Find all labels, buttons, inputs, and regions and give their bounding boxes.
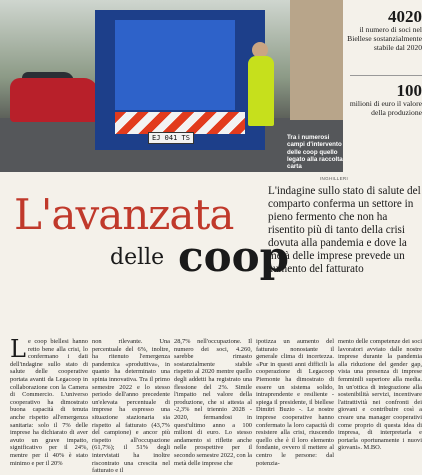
red-car [10, 78, 98, 122]
drop-cap: L [10, 335, 26, 363]
truck-bin [115, 20, 235, 110]
article-column [256, 338, 334, 467]
hazard-stripes [115, 112, 245, 134]
stat-divider [350, 75, 422, 76]
photo-credit: INGHILLERI [320, 176, 349, 181]
column-text: non rilevante. Una percentuale del 6%, inoltre, ha ritenuto l'emergenza pandemica «produttiva», in quanto ha determinato una spinta innovativa. Tra il primo semestre 2022 e lo stesso periodo dell'anno precedente un'elevata percentuale di imprese ha espresso una situazione stazionaria sia rispetto al fatturato (43,7% del campione) e ancor più rispetto all'occupazione (61,7%); il 51% degli intervistati ha inoltre riscontrato una crescita nel fatturato e il [92, 338, 170, 475]
standfirst: L'indagine sullo stato di salute del comparto conferma un settore in pieno fermento che non ha risentito più di tanto della crisi dovuta alla pandemia e dove la metà delle imprese prevede un aumento del fatturato [268, 185, 421, 275]
article-column [92, 338, 170, 475]
license-plate: EJ 041 TS [148, 132, 194, 144]
column-text: e coop biellesi hanno retto bene alla crisi, lo confermano i dati dell'indagine sullo stato di salute delle cooperative portata avanti da Legacoop in collaborazione con la Camera di Commercio. L'universo cooperativo ha dimostrato buona capacità di tenuta anche rispetto all'emergenza sanitaria: solo il 7% delle imprese ha dichiarato di aver avuto un grave impatto, significativo per il 24%, mentre per il 40% è stato minimo e per il 20% [10, 338, 88, 467]
article-body [6, 335, 422, 475]
stat-soci [346, 8, 422, 52]
stat-description: il numero di soci nel Biellese sostanzialmente stabile dal 2020 [347, 25, 422, 52]
stat-number: 4020 [388, 7, 422, 26]
worker-vest [248, 56, 274, 126]
stat-number: 100 [396, 81, 422, 100]
article-column [174, 338, 252, 467]
headline-line2-large: coop [178, 232, 289, 281]
column-text: ipotizza un aumento del fatturato nonostante il generale clima di incertezza. «Pur in questi anni difficili la cooperazione di Legacoop Piemonte ha dimostrato di essere un sistema solido, intraprendente e resiliente - spiega il presidente, il biellese Dimitri Buzio -. Le nostre imprese cooperative hanno confermato la loro capacità di resistere alla crisi, riuscendo quello che è il loro elemento fondante, ovvero il mettere al centro le persone: dal potenzia- [256, 338, 334, 467]
photo-caption: Tra i numerosi campi d'intervento delle coop quello legato alla raccolta carta [287, 134, 343, 171]
headline-line1: L'avanzata [14, 190, 234, 239]
column-text: 28,7% nell'occupazione. Il numero dei soci, 4.260, sarebbe rimasto sostanzialmente stabile rispetto al 2020 mentre quello degli addetti ha registrato una flessione del 2%. Simile l'impatto nel valore della produzione, che si attesta al -2,3% nel triennio 2028 - 2020, fermandosi in quest'ultimo anno a 100 milioni di euro. Lo stesso andamento si riflette anche nelle prospettive per il secondo semestre 2022, con la metà delle imprese che [174, 338, 252, 467]
main-photo [0, 0, 343, 172]
building [290, 0, 343, 120]
article-column [338, 338, 422, 452]
column-text: mento delle competenze dei soci lavoratori avviato dalle nostre imprese durante la pandemia alla riduzione del gender gap, vista una presenza di imprese femminili superiore alla media. In un'ottica di integrazione alla sostenibilità servizi, incentivare l'attrattività nei confronti dei giovani e contribuire così a creare una manager cooperativi come proprio di questa idea di impresa, di interpretarla e portarla oportunamente i nuovi giovani». M.BO. [338, 338, 422, 452]
article-column [10, 335, 88, 467]
headline-line2-small: delle [110, 245, 165, 270]
stat-produzione [346, 82, 422, 117]
stat-description: milioni di euro il valore della produzione [349, 99, 422, 117]
